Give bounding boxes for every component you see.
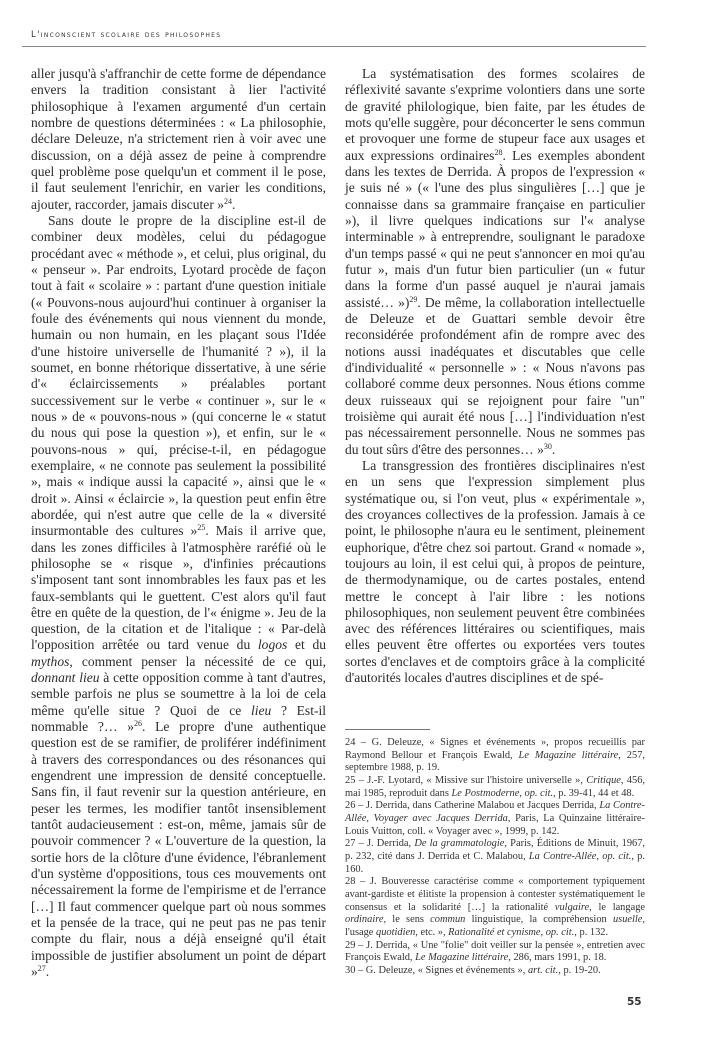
- text: Sans doute le propre de la discipline est-il de combiner deux modèles, celui du pédagogue procédant avec « méthode », et celui, plus original, du « penseur ». Par endroits, Lyotard procède de façon tout à fait « scolaire » : partant d'une question initiale (« Pouvons-nous aujourd'hui continuer à organiser la foule des événements qui nous viennent du monde, humain ou non humain, en les plaçant sous l'Idée d'une histoire universelle de l'humanité ? »), il la soumet, en bonne rhétorique dissertative, à une série d'« éclaircissements » préalables portant successivement sur le verbe « continuer », sur le « nous » de « pouvons-nous » (qui concerne le « statut du nous qui pose la question »), et enfin, sur le « pouvons-nous » qui, précise-t-il, en pédagogue exemplaire, « ne connote pas seulement la possibilité », mais « indique aussi la capacité », ainsi que le « droit ». Ainsi « éclaircie », la question peut enfin être abordée, qui n'est autre que celle de la « diversité insurmontable des cultures »: [31, 212, 326, 539]
- text: , Paris, La Quinzaine littéraire-Louis Vuitton, coll. « Voyager avec », 1999, p. 142.: [345, 812, 645, 837]
- paragraph: [345, 66, 645, 458]
- footnote-ref[interactable]: 26: [134, 719, 143, 729]
- italic-text: usuelle: [612, 914, 643, 926]
- text: , etc. »,: [415, 926, 449, 938]
- page-number: 55: [627, 996, 642, 1008]
- text: 30 – G. Deleuze, « Signes et événements »,: [345, 964, 528, 976]
- italic-text: art. cit.: [527, 964, 559, 976]
- text: , p. 39-41, 44 et 48.: [553, 787, 635, 799]
- paragraph: La transgression des frontières disciplinaires n'est en un sens que l'expression simplement plus systématique ou, si l'on veut, plus « expérimentale », des croyances collectives de la profession. Jamais à ce point, le philosophe n'aura eu le sentiment, pleinement euphorique, d'être chez soi partout. Grand « nomade », toujours au loin, il est celui qui, à propos de peinture, de thermodynamique, ou de cartes postales, entend mettre le concept à l'air libre : les notions philosophiques, non seulement peuvent être combinées avec des références littéraires ou scientifiques, mais elles peuvent être offertes ou exportées vers toutes sortes d'enclaves et de comptoirs grâce à la complicité d'autorités locales d'autres disciplines et de spé-: [345, 457, 645, 686]
- footnote-ref[interactable]: 24: [224, 196, 232, 206]
- italic-text: La Contre-Allée: [528, 850, 597, 862]
- italic-text: commun: [430, 914, 466, 926]
- italic-text: lieu: [250, 702, 272, 718]
- text: , p. 19-20.: [558, 964, 601, 976]
- italic-text: donnant lieu: [31, 670, 100, 686]
- text: .: [551, 441, 556, 457]
- text: , 286, mars 1991, p. 18.: [508, 952, 607, 964]
- footnote: [345, 838, 645, 876]
- right-column: [345, 66, 645, 686]
- italic-text: La Contre-Allée, Voyager avec Jacques Derrida: [345, 800, 645, 824]
- footnote-ref[interactable]: 25: [197, 523, 206, 533]
- text: , p. 132.: [574, 926, 609, 938]
- footnote: [345, 775, 645, 800]
- text: 27 – J. Derrida,: [345, 838, 415, 850]
- italic-text: op. cit.: [524, 787, 554, 799]
- running-head: L'inconscient scolaire des philosophes: [31, 30, 222, 40]
- paragraph: [31, 213, 326, 980]
- footnote: [345, 965, 645, 978]
- text: 25 – J.-F. Lyotard, « Missive sur l'histoire universelle »,: [345, 774, 587, 786]
- text: La systématisation des formes scolaires de réflexivité savante s'exprime volontiers dans une sorte de gravité philologique, bien faite, par les études de mots qu'elle suggère, pour déconcerter le sens commun et provoquer une forme de stupeur face aux usages et aux expressions ordinaires: [345, 66, 645, 163]
- text: ,: [519, 787, 525, 799]
- footnotes: [345, 737, 645, 977]
- text: 24 – G. Deleuze, « Signes et événements », propos recueillis par Raymond Bellour et François Ewald,: [345, 737, 645, 761]
- text: à cette opposition comme à tant d'autres, semble parfois ne plus se soumettre à la loi de cela même qu'elle situe ? Quoi de ce: [31, 670, 326, 718]
- italic-text: op. cit.: [545, 926, 575, 938]
- footnote-ref[interactable]: 27: [37, 964, 46, 974]
- footnote-separator: [345, 729, 430, 730]
- text: et du: [287, 637, 326, 653]
- text: , le sens: [383, 914, 431, 926]
- text: , p. 160.: [345, 850, 645, 875]
- footnote: [345, 800, 645, 838]
- paragraph: [31, 66, 326, 213]
- text: . Les exemples abondent dans les textes de Derrida. À propos de l'expression « je suis né » (« l'une des plus singulières […] que je connaisse dans sa grammaire française en particulier »), il livre quelques indications sur l'« analyse interminable » à entreprendre, soulignant le paradoxe d'un temps passé « qui ne peut s'annoncer en moi qu'au futur », mais d'un futur bien particulier (un « futur dans la forme d'un passé auquel je n'aurai jamais assisté… »): [345, 147, 646, 310]
- italic-text: vulgaire: [554, 901, 590, 913]
- italic-text: Le Magazine littéraire: [415, 952, 509, 964]
- text: , Paris, Éditions de Minuit, 1967, p. 232, cité dans J. Derrida et C. Malabou,: [345, 838, 646, 862]
- italic-text: Le Postmoderne: [451, 787, 520, 799]
- text: . Le propre d'une authentique question est de se ramifier, de proliférer indéfiniment à travers des correspondances ou des résonances qui engendrent une impression de densité conceptuelle. Sans fin, il faut revenir sur la question antérieure, en peser les termes, les modifier tantôt insensiblement tantôt audacieusement : est-on, même, jamais sûr de pouvoir commencer ? « L'ouverture de la question, la sortie hors de la clôture d'une évidence, l'ébranlement d'un système d'oppositions, tous ces mouvements ont nécessairement la forme de l'empirisme et de l'errance […] Il faut commencer quelque part où nous sommes et la pensée de la trace, qui ne peut pas ne pas tenir compte du flair, nous a déjà enseigné qu'il était impossible de justifier absolument un point de départ »: [31, 719, 326, 980]
- text: 29 – J. Derrida, « Une "folie" doit veiller sur la pensée », entretien avec François Ewald,: [345, 939, 645, 964]
- text: , l'usage: [345, 914, 645, 938]
- italic-text: Le Magazine littéraire: [518, 749, 619, 761]
- left-column: [31, 66, 326, 980]
- footnote-ref[interactable]: 30: [543, 441, 552, 451]
- italic-text: logos: [257, 637, 288, 653]
- italic-text: ordinaire: [345, 914, 384, 926]
- text: linguistique, la compréhension: [465, 914, 613, 926]
- text: , le langage: [589, 901, 645, 913]
- text: ,: [540, 926, 546, 938]
- text: ? Est-il nommable ?… »: [31, 702, 326, 735]
- text: . Mais il arrive que, dans les zones difficiles à l'atmosphère raréfié où le philosophe se « risque », d'infinies précautions s'imposent tant sont innombrables les faux pas et les faux-semblants qui le guettent. C'est alors qu'il faut être en quête de la question, de l'« énigme ». Jeu de la question, de la citation et de l'italique : « Par-delà l'opposition arrêtée ou tard venue du: [31, 523, 326, 653]
- text: , comment penser la nécessité de ce qui,: [69, 653, 326, 669]
- text: 26 – J. Derrida, dans Catherine Malabou et Jacques Derrida,: [345, 800, 600, 812]
- footnote-ref[interactable]: 28: [494, 147, 503, 157]
- footnote: [345, 940, 645, 965]
- italic-text: Critique: [586, 774, 621, 786]
- italic-text: op. cit.: [602, 850, 632, 862]
- footnote: [345, 737, 645, 775]
- italic-text: Rationalité et cynisme: [448, 926, 541, 938]
- footnote: [345, 876, 645, 939]
- header-rule: [22, 46, 646, 47]
- italic-text: mythos: [31, 653, 70, 669]
- text: .: [232, 196, 236, 212]
- text: , 456, mai 1985, reproduit dans: [345, 774, 645, 799]
- footnote-ref[interactable]: 29: [409, 294, 418, 304]
- text: ,: [596, 850, 603, 862]
- text: 28 – J. Bouveresse caractérise comme « comportement typiquement avant-gardiste et élitiste la propension à contester systématiquement le consensus et la solidarité […] la rationalité: [345, 876, 645, 913]
- text: aller jusqu'à s'affranchir de cette forme de dépendance envers la tradition consistant à lier l'activité philosophique à l'examen argumenté d'un certain nombre de questions déterminées : « La philosophie, déclare Deleuze, n'a strictement rien à voir avec une discussion, on a déjà assez de peine à comprendre quel problème pose quelqu'un et comment il le pose, il faut seulement l'enrichir, en varier les conditions, ajouter, raccorder, jamais discuter »: [31, 66, 326, 212]
- text: . De même, la collaboration intellectuelle de Deleuze et de Guattari semble devoir être reconsidérée profondément afin de rompre avec des notions aussi inadéquates et discutables que celle d'individualité « personnelle » : « Nous n'avons pas collaboré comme deux personnes. Nous étions comme deux ruisseaux qui se rejoignent pour faire "un" troisième qui aurait été nous […] l'individuation n'est pas nécessairement personnelle. Nous ne sommes pas du tout sûrs d'être des personnes… »: [345, 294, 645, 457]
- text: .: [45, 964, 50, 980]
- text: , 257, septembre 1988, p. 19.: [345, 749, 645, 774]
- italic-text: quotidien: [376, 926, 416, 938]
- italic-text: De la grammatologie: [414, 838, 505, 850]
